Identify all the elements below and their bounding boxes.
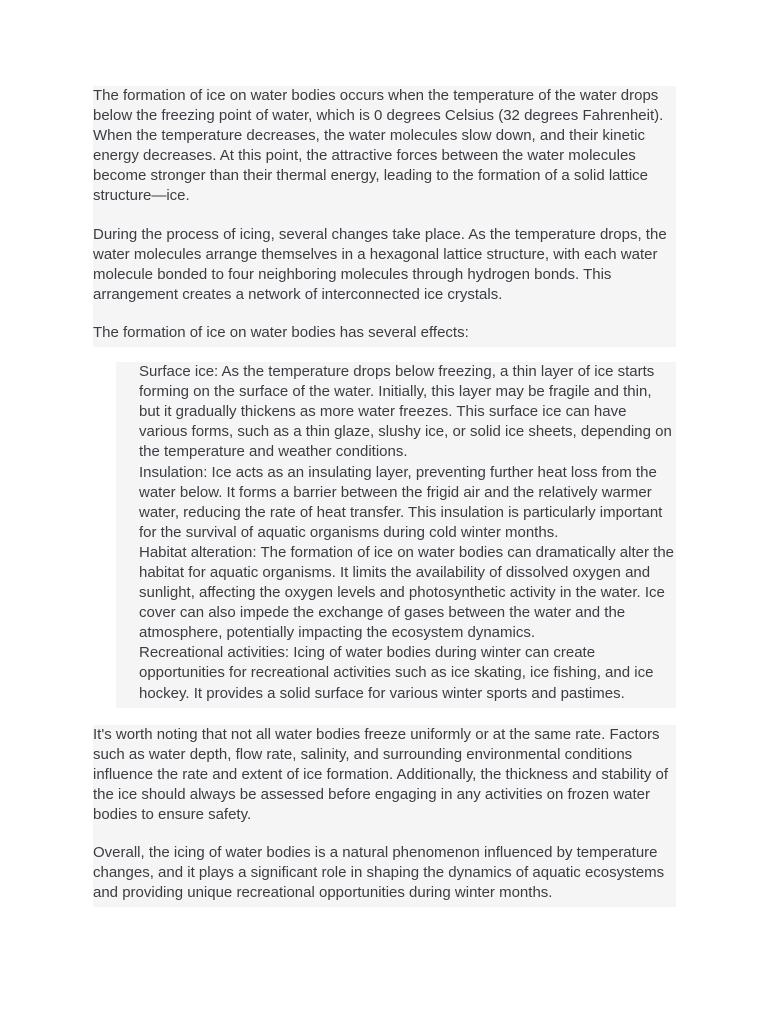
conclusion-section xyxy=(93,725,676,908)
list-item-surface-ice: Surface ice: As the temperature drops below freezing, a thin layer of ice starts forming on the surface of the water. Initially, this layer may be fragile and thin, but it gradually thickens as more water freezes. This surface ice can have various forms, such as a thin glaze, slushy ice, or solid ice sheets, depending on the temperature and weather conditions. xyxy=(139,363,672,461)
intro-section xyxy=(93,86,676,347)
paragraph-effects-intro: The formation of ice on water bodies has several effects: xyxy=(93,323,469,341)
list-item-recreational-activities: Recreational activities: Icing of water bodies during winter can create opportunities for recreational activities such as ice skating, ice fishing, and ice hockey. It provides a solid surface for various winter sports and pastimes. xyxy=(139,644,654,702)
list-item-habitat-alteration: Habitat alteration: The formation of ice on water bodies can dramatically alter the habitat for aquatic organisms. It limits the availability of dissolved oxygen and sunlight, affecting the oxygen levels and photosynthetic activity in the water. Ice cover can also impede the exchange of gases between the water and the atmosphere, potentially impacting the ecosystem dynamics. xyxy=(139,543,675,642)
document-body xyxy=(93,86,676,907)
paragraph-uniform-freezing: It's worth noting that not all water bodies freeze uniformly or at the same rate. Factors such as water depth, flow rate, salinity, and surrounding environmental conditions influence the rate and extent of ice formation. Additionally, the thickness and stability of the ice should always be assessed before engaging in any activities on frozen water bodies to ensure safety. xyxy=(93,725,669,823)
list-item-insulation: Insulation: Ice acts as an insulating layer, preventing further heat loss from the water below. It forms a barrier between the frigid air and the relatively warmer water, reducing the rate of heat transfer. This insulation is particularly important for the survival of aquatic organisms during cold winter months. xyxy=(139,463,663,541)
paragraph-icing-process: During the process of icing, several changes take place. As the temperature drops, the water molecules arrange themselves in a hexagonal lattice structure, with each water molecule bonded to four neighboring molecules through hydrogen bonds. This arrangement creates a network of interconnected ice crystals. xyxy=(93,225,667,303)
paragraph-overall: Overall, the icing of water bodies is a natural phenomenon influenced by temperature changes, and it plays a significant role in shaping the dynamics of aquatic ecosystems and providing unique recreational opportunities during winter months. xyxy=(93,844,665,902)
paragraph-ice-formation: The formation of ice on water bodies occurs when the temperature of the water drops below the freezing point of water, which is 0 degrees Celsius (32 degrees Fahrenheit). When the temperature decreases, the water molecules slow down, and their kinetic energy decreases. At this point, the attractive forces between the water molecules become stronger than their thermal energy, leading to the formation of a solid lattice structure—ice. xyxy=(93,87,664,205)
effects-list xyxy=(116,362,676,708)
